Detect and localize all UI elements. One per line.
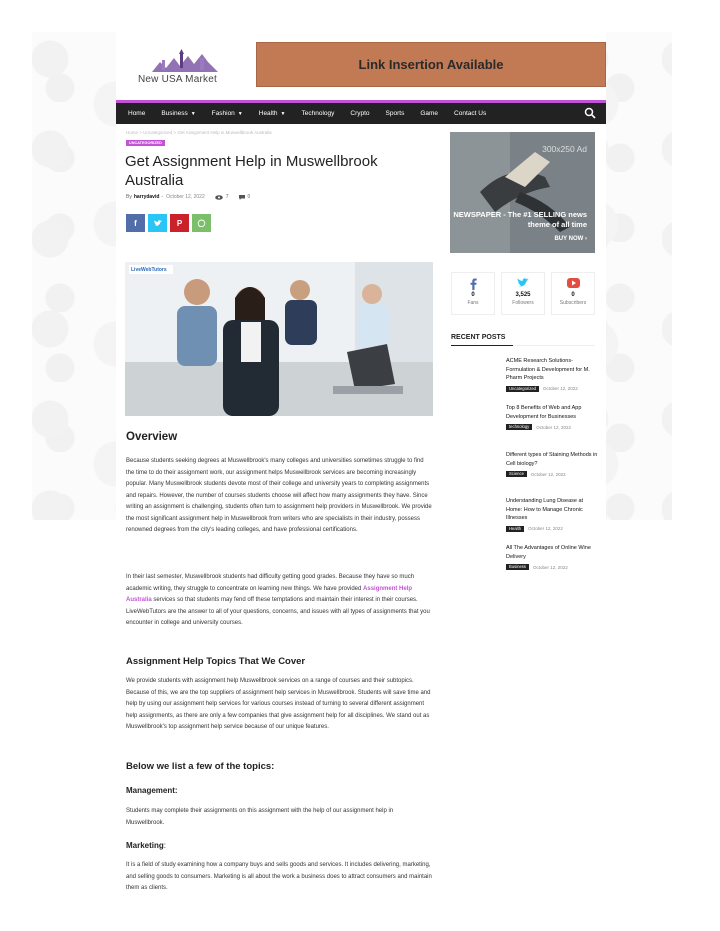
views-count	[215, 194, 229, 200]
recent-post-item[interactable]	[506, 544, 598, 570]
nav-item-sports[interactable]	[386, 110, 405, 117]
twitter-icon	[154, 220, 162, 227]
marketing-heading-text: Marketing	[126, 841, 164, 850]
post-date: October 12, 2022	[166, 194, 205, 200]
pinterest-icon: P	[176, 218, 183, 228]
recent-post-item[interactable]	[506, 497, 598, 532]
recent-posts-title: RECENT POSTS	[451, 334, 506, 341]
statue-skyline-icon	[150, 48, 220, 74]
nav-label: Technology	[301, 110, 335, 117]
twitter-count: 3,525	[515, 292, 531, 298]
recent-post-date: October 12, 2022	[533, 564, 568, 570]
banner-text: Link Insertion Available	[358, 57, 504, 72]
paragraph-1: Because students seeking degrees at Muswellbrook's many colleges and universities sometimes struggle to find the time to do their assignment work, our assignment helps Muswellbrook services are becoming increasingly popular. Many Muswellbrook students devote most of their college and university years to completing assignments and repairs. However, the number of courses students choose will affect how many assignments they have. Since writing an assignment is challenging, students often turn to assignment help providers in Muswellbrook. We provide the most significant assignment help in Muswellbrook from writers who are specialists in their industry, possess renowned degrees from the city's leading colleges, and have professional certifications.	[126, 458, 432, 533]
hero-image	[125, 262, 433, 416]
nav-label: Game	[420, 110, 439, 117]
facebook-icon: f	[134, 218, 137, 228]
recent-post-title[interactable]: Top 8 Benefits of Web and App Development for Businesses	[506, 405, 582, 420]
nav-label: Contact Us	[454, 110, 487, 117]
team-meeting-photo	[125, 262, 433, 416]
whatsapp-icon	[197, 219, 206, 228]
facebook-share-button[interactable]	[126, 214, 145, 232]
share-buttons	[126, 214, 211, 232]
recent-post-tag[interactable]: Health	[506, 526, 524, 532]
facebook-label: Fans	[467, 300, 479, 306]
facebook-icon	[470, 278, 477, 290]
comments-value: 0	[247, 194, 251, 200]
ad-size-label: 300x250 Ad	[542, 144, 587, 154]
logo-text: New USA Market	[138, 74, 217, 85]
breadcrumb: Home > Uncategorized > Get Assignment Help in Muswellbrook Australia	[126, 130, 272, 135]
twitter-label: Followers	[512, 300, 534, 306]
whatsapp-share-button[interactable]	[192, 214, 211, 232]
search-icon[interactable]	[584, 107, 596, 119]
nav-item-contact[interactable]	[454, 110, 486, 117]
recent-post-item[interactable]	[506, 404, 598, 430]
youtube-label: Subscribers	[559, 300, 587, 306]
nav-item-business[interactable]	[161, 110, 195, 117]
views-value: 7	[225, 194, 229, 200]
recent-post-date: October 12, 2022	[530, 471, 566, 477]
nav-label: Home	[128, 110, 146, 117]
topics-heading: Assignment Help Topics That We Cover	[126, 656, 306, 667]
main-navigation	[116, 100, 606, 124]
marketing-heading-colon: :	[163, 841, 167, 850]
breadcrumb-category[interactable]: Uncategorized	[143, 130, 173, 135]
facebook-count: 0	[471, 292, 475, 298]
sidebar-ad[interactable]	[450, 132, 595, 253]
article-meta	[126, 194, 250, 200]
youtube-count: 0	[571, 292, 575, 298]
site-logo[interactable]	[136, 48, 232, 88]
twitter-icon	[517, 278, 529, 288]
chevron-down-icon: ▼	[237, 110, 243, 117]
paragraph-2-text-a: In their last semester, Muswellbrook students had difficulty getting good grades. Because they have so much academic writing, they struggle to concentrate on learning new things. We have provided	[126, 574, 415, 592]
nav-item-crypto[interactable]	[350, 110, 369, 117]
chevron-down-icon: ▼	[190, 110, 196, 117]
overview-heading: Overview	[126, 431, 178, 443]
chevron-down-icon: ▼	[280, 110, 286, 117]
ad-headline: NEWSPAPER - The #1 SELLING news theme of all time	[453, 210, 587, 229]
breadcrumb-home[interactable]: Home	[126, 130, 139, 135]
nav-label: Health	[258, 110, 278, 117]
recent-post-tag[interactable]: Science	[506, 471, 527, 477]
nav-label: Crypto	[350, 110, 370, 117]
chevron-right-icon: ›	[585, 236, 587, 242]
nav-item-fashion[interactable]	[212, 110, 243, 117]
header-banner[interactable]	[256, 42, 606, 87]
topics-list-heading: Below we list a few of the topics:	[126, 761, 275, 772]
comment-icon	[239, 195, 245, 200]
paragraph-4: Students may complete their assignments on this assignment with the help of our assignment help in Muswellbrook.	[126, 808, 394, 826]
nav-label: Business	[161, 110, 188, 117]
nav-item-technology[interactable]	[302, 110, 335, 117]
marketing-heading	[126, 841, 166, 850]
recent-post-date: October 12, 2022	[543, 386, 578, 392]
social-counter-facebook[interactable]	[451, 272, 495, 315]
management-heading: Management:	[126, 786, 178, 795]
hero-logo-badge	[129, 265, 173, 274]
eye-icon	[215, 195, 223, 200]
recent-post-title[interactable]: Understanding Lung Disease at Home: How to Manage Chronic Illnesses	[506, 498, 584, 522]
category-tag[interactable]: UNCATEGORIZED	[126, 140, 165, 146]
nav-label: Sports	[385, 110, 405, 117]
ad-cta-label: BUY NOW	[554, 236, 584, 242]
recent-post-tag[interactable]: technology	[506, 424, 532, 430]
paragraph-2	[126, 572, 432, 630]
assignment-help-link[interactable]: Assignment Help Australia	[126, 585, 413, 603]
paragraph-3: We provide students with assignment help Muswellbrook services on a range of courses and their subtopics. Because of this, we are the top suppliers of assignment help services in Muswellbrook. Students will save time and help by using our assignment help services for various courses instead of turning to several different assignment help assignments, as there are only a few companies that give assignment help for all disciplines. We stand out as Muswellbrook's top assignment help service because of our unique features.	[126, 678, 431, 730]
pinterest-share-button[interactable]	[170, 214, 189, 232]
breadcrumb-current: Get Assignment Help in Muswellbrook Australia	[177, 130, 272, 135]
youtube-icon	[567, 278, 580, 288]
social-counter-twitter[interactable]	[501, 272, 545, 315]
recent-post-date: October 12, 2022	[536, 424, 572, 430]
paragraph-5: It is a field of study examining how a company buys and sells goods and services. It includes delivering, marketing, and selling goods to consumers. Marketing is all about the work a business does to attract consumers and maintain them as clients.	[126, 862, 432, 891]
recent-post-date: October 12, 2022	[528, 526, 563, 532]
recent-post-item[interactable]	[506, 357, 598, 392]
recent-posts-divider	[451, 345, 595, 346]
ad-buy-now-button[interactable]	[554, 236, 587, 242]
comments-count[interactable]	[239, 194, 251, 200]
nav-item-health[interactable]	[259, 110, 286, 117]
recent-post-title[interactable]: ACME Research Solutions- Formulation & Development for M. Pharm Projects	[506, 358, 590, 382]
social-counter-youtube[interactable]	[551, 272, 595, 315]
byline-prefix: By	[126, 194, 132, 200]
recent-post-title[interactable]: Different types of Staining Methods in Cell biology?	[506, 452, 598, 467]
nav-item-home[interactable]	[128, 110, 145, 117]
recent-post-title[interactable]: All The Advantages of Online Wine Delivery	[506, 545, 591, 560]
recent-post-item[interactable]	[506, 451, 598, 477]
twitter-share-button[interactable]	[148, 214, 167, 232]
article-title: Get Assignment Help in Muswellbrook Australia	[125, 153, 378, 189]
paragraph-2-text-b: services so that students may fend off these temptations and maintain their interest in their courses. LiveWebTutors are the answer to all of your questions, concerns, and issues with all types of assignments that you encounter in college and university courses.	[126, 597, 430, 626]
nav-item-game[interactable]	[420, 110, 438, 117]
hero-logo-text: LiveWebTutors	[131, 266, 167, 273]
author-link[interactable]: harrydavid	[133, 194, 160, 200]
meta-separator: -	[161, 194, 164, 200]
recent-post-tag[interactable]: Uncategorized	[506, 386, 539, 392]
nav-label: Fashion	[211, 110, 235, 117]
recent-post-tag[interactable]: Business	[506, 564, 529, 570]
